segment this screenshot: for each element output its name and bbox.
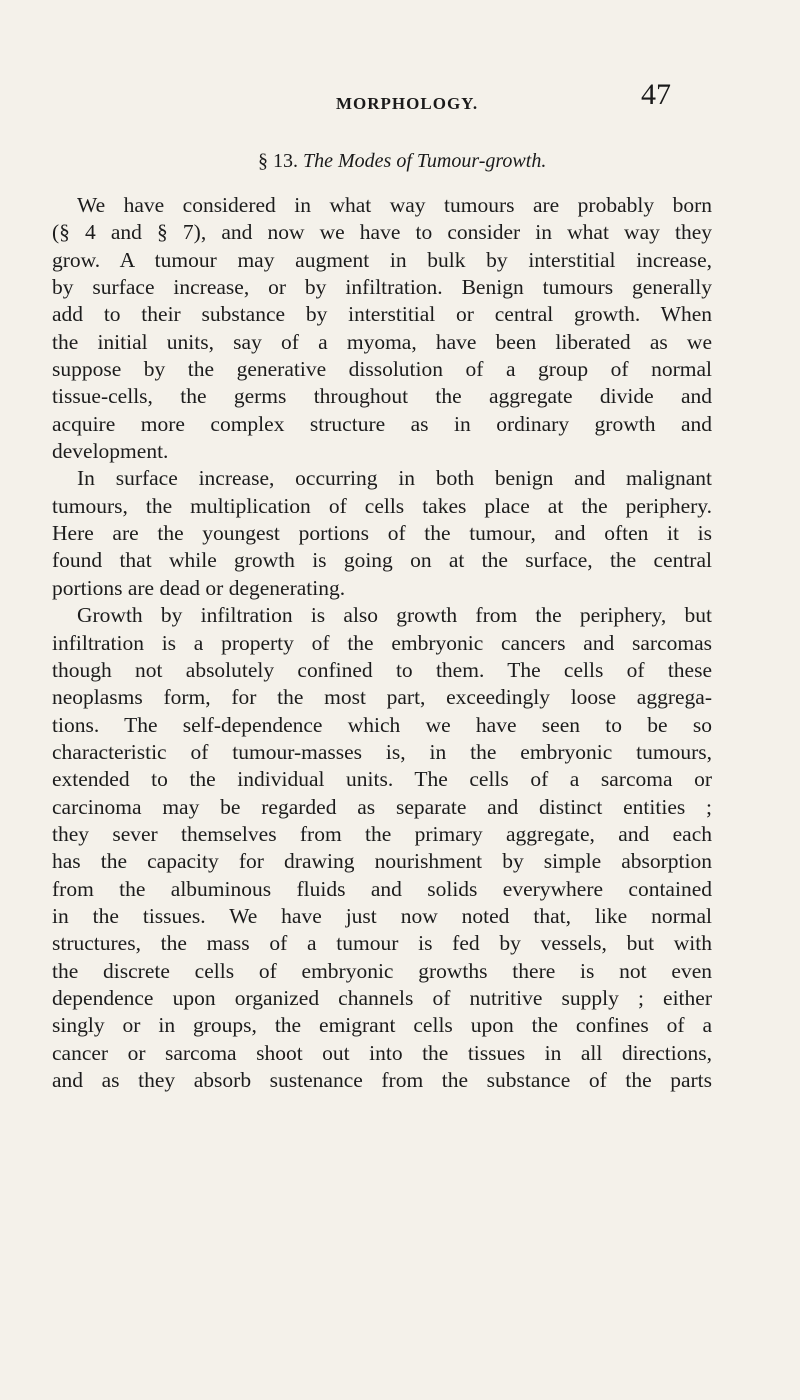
text-line: tumours, the multiplication of cells takes place at the periphery. bbox=[52, 493, 712, 518]
text-line: add to their substance by interstitial or central growth. When bbox=[52, 302, 712, 327]
text-line: though not absolutely confined to them. The cells of these bbox=[52, 657, 712, 682]
text-line: suppose by the generative dissolution of a group of normal bbox=[52, 357, 712, 382]
text-line: dependence upon organized channels of nutritive supply ; either bbox=[52, 985, 712, 1010]
text-line: grow. A tumour may augment in bulk by interstitial increase, bbox=[52, 247, 712, 272]
text-line: extended to the individual units. The cells of a sarcoma or bbox=[52, 767, 712, 792]
text-line: acquire more complex structure as in ordinary growth and bbox=[52, 411, 712, 436]
text-line: development. bbox=[52, 439, 169, 464]
section-heading bbox=[258, 150, 546, 173]
text-line: portions are dead or degenerating. bbox=[52, 575, 346, 600]
text-line: tions. The self-dependence which we have seen to be so bbox=[52, 712, 712, 737]
text-line: infiltration is a property of the embryonic cancers and sarcomas bbox=[52, 630, 712, 655]
text-line: We have considered in what way tumours are probably born bbox=[77, 193, 712, 217]
text-line: has the capacity for drawing nourishment by simple absorption bbox=[52, 849, 712, 874]
text-line: the initial units, say of a myoma, have been liberated as we bbox=[52, 329, 712, 354]
text-line: they sever themselves from the primary aggregate, and each bbox=[52, 821, 712, 846]
text-line: from the albuminous fluids and solids everywhere contained bbox=[52, 876, 712, 901]
section-number: § 13. bbox=[258, 150, 298, 172]
text-line: carcinoma may be regarded as separate and distinct entities ; bbox=[52, 794, 712, 819]
section-title: The Modes of Tumour-growth. bbox=[303, 150, 547, 172]
text-line: (§ 4 and § 7), and now we have to consider in what way they bbox=[52, 220, 712, 245]
body-text bbox=[52, 192, 712, 1094]
text-line: neoplasms form, for the most part, exceedingly loose aggrega- bbox=[52, 685, 712, 710]
text-line: Here are the youngest portions of the tumour, and often it is bbox=[52, 521, 712, 546]
text-line: characteristic of tumour-masses is, in the embryonic tumours, bbox=[52, 739, 712, 764]
text-line: in the tissues. We have just now noted that, like normal bbox=[52, 903, 712, 928]
page-number: 47 bbox=[641, 78, 671, 111]
text-line: structures, the mass of a tumour is fed by vessels, but with bbox=[52, 931, 712, 956]
text-line: tissue-cells, the germs throughout the aggregate divide and bbox=[52, 384, 712, 409]
text-line: by surface increase, or by infiltration. Benign tumours generally bbox=[52, 275, 712, 300]
text-line: the discrete cells of embryonic growths there is not even bbox=[52, 958, 712, 983]
text-line: found that while growth is going on at the surface, the central bbox=[52, 548, 712, 573]
text-line: Growth by infiltration is also growth from the periphery, but bbox=[77, 603, 712, 628]
text-line: In surface increase, occurring in both benign and malignant bbox=[77, 466, 712, 491]
text-line: singly or in groups, the emigrant cells upon the confines of a bbox=[52, 1013, 712, 1038]
text-line: and as they absorb sustenance from the substance of the parts bbox=[52, 1068, 712, 1092]
running-head: MORPHOLOGY. bbox=[336, 94, 479, 113]
text-line: cancer or sarcoma shoot out into the tissues in all directions, bbox=[52, 1040, 712, 1065]
